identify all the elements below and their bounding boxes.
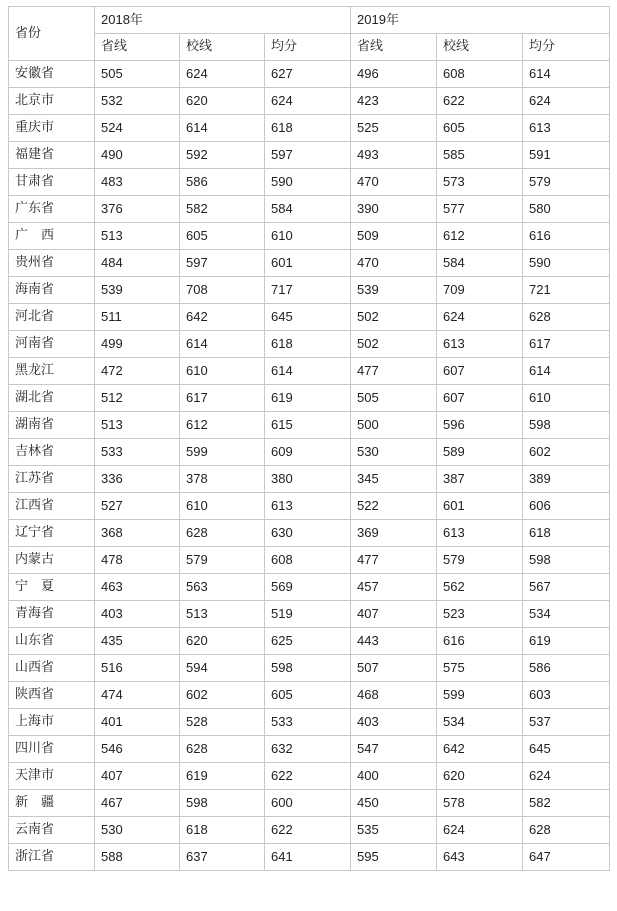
score-cell-average-2018: 632	[265, 736, 351, 763]
score-cell-school-line-2018: 586	[180, 169, 265, 196]
score-cell-school-line-2019: 577	[437, 196, 523, 223]
score-cell-school-line-2018: 708	[180, 277, 265, 304]
score-cell-school-line-2019: 642	[437, 736, 523, 763]
score-cell-province-line-2019: 369	[351, 520, 437, 547]
score-cell-average-2019: 603	[523, 682, 610, 709]
score-cell-province-line-2019: 525	[351, 115, 437, 142]
score-cell-school-line-2019: 622	[437, 88, 523, 115]
score-cell-school-line-2019: 596	[437, 412, 523, 439]
score-cell-province-line-2018: 376	[95, 196, 180, 223]
score-cell-average-2018: 627	[265, 61, 351, 88]
score-cell-province-line-2018: 484	[95, 250, 180, 277]
table-row	[9, 358, 610, 385]
table-row	[9, 790, 610, 817]
table-row	[9, 520, 610, 547]
score-cell-province-line-2018: 539	[95, 277, 180, 304]
score-cell-average-2018: 618	[265, 331, 351, 358]
score-cell-province-line-2018: 588	[95, 844, 180, 871]
score-cell-average-2019: 590	[523, 250, 610, 277]
table-row	[9, 331, 610, 358]
score-cell-average-2018: 584	[265, 196, 351, 223]
score-cell-average-2019: 606	[523, 493, 610, 520]
score-cell-province-line-2018: 533	[95, 439, 180, 466]
score-cell-average-2018: 613	[265, 493, 351, 520]
score-cell-school-line-2018: 614	[180, 115, 265, 142]
province-name-cell: 海南省	[9, 277, 95, 304]
score-cell-school-line-2019: 612	[437, 223, 523, 250]
score-cell-school-line-2018: 592	[180, 142, 265, 169]
score-cell-province-line-2019: 522	[351, 493, 437, 520]
score-cell-average-2019: 619	[523, 628, 610, 655]
province-name-cell: 安徽省	[9, 61, 95, 88]
header-row-metrics	[9, 34, 610, 61]
score-cell-average-2018: 619	[265, 385, 351, 412]
score-cell-average-2018: 601	[265, 250, 351, 277]
table-row	[9, 115, 610, 142]
table-row	[9, 277, 610, 304]
score-cell-province-line-2019: 595	[351, 844, 437, 871]
score-cell-average-2019: 579	[523, 169, 610, 196]
score-cell-school-line-2018: 637	[180, 844, 265, 871]
metric-header-school-line-2019: 校线	[437, 34, 523, 61]
score-cell-average-2019: 647	[523, 844, 610, 871]
score-cell-province-line-2018: 527	[95, 493, 180, 520]
province-name-cell: 湖南省	[9, 412, 95, 439]
province-name-cell: 浙江省	[9, 844, 95, 871]
province-header: 省份	[9, 7, 95, 61]
score-cell-province-line-2018: 499	[95, 331, 180, 358]
table-row	[9, 142, 610, 169]
score-cell-province-line-2019: 400	[351, 763, 437, 790]
score-cell-average-2018: 605	[265, 682, 351, 709]
score-cell-average-2018: 624	[265, 88, 351, 115]
score-cell-average-2019: 586	[523, 655, 610, 682]
score-cell-average-2019: 537	[523, 709, 610, 736]
province-name-cell: 青海省	[9, 601, 95, 628]
score-cell-school-line-2019: 620	[437, 763, 523, 790]
score-cell-province-line-2018: 546	[95, 736, 180, 763]
score-cell-province-line-2019: 468	[351, 682, 437, 709]
score-cell-school-line-2018: 602	[180, 682, 265, 709]
score-cell-province-line-2019: 493	[351, 142, 437, 169]
province-name-cell: 福建省	[9, 142, 95, 169]
score-cell-school-line-2018: 528	[180, 709, 265, 736]
province-name-cell: 辽宁省	[9, 520, 95, 547]
province-name-cell: 黑龙江	[9, 358, 95, 385]
score-cell-school-line-2019: 387	[437, 466, 523, 493]
score-cell-average-2019: 628	[523, 304, 610, 331]
score-cell-school-line-2018: 579	[180, 547, 265, 574]
province-name-cell: 四川省	[9, 736, 95, 763]
score-cell-province-line-2019: 505	[351, 385, 437, 412]
metric-header-province-line-2018: 省线	[95, 34, 180, 61]
province-name-cell: 北京市	[9, 88, 95, 115]
score-cell-average-2018: 615	[265, 412, 351, 439]
province-name-cell: 内蒙古	[9, 547, 95, 574]
score-cell-province-line-2019: 477	[351, 547, 437, 574]
table-row	[9, 493, 610, 520]
score-cell-school-line-2018: 582	[180, 196, 265, 223]
score-cell-school-line-2018: 612	[180, 412, 265, 439]
score-cell-province-line-2019: 502	[351, 304, 437, 331]
score-cell-province-line-2019: 539	[351, 277, 437, 304]
score-cell-school-line-2019: 601	[437, 493, 523, 520]
score-cell-school-line-2019: 585	[437, 142, 523, 169]
score-cell-province-line-2018: 516	[95, 655, 180, 682]
score-cell-province-line-2019: 502	[351, 331, 437, 358]
table-row	[9, 547, 610, 574]
score-cell-province-line-2019: 530	[351, 439, 437, 466]
table-row	[9, 574, 610, 601]
score-cell-province-line-2019: 500	[351, 412, 437, 439]
score-cell-average-2019: 614	[523, 358, 610, 385]
score-cell-average-2018: 569	[265, 574, 351, 601]
table-row	[9, 304, 610, 331]
score-cell-average-2019: 580	[523, 196, 610, 223]
score-cell-average-2019: 645	[523, 736, 610, 763]
score-cell-school-line-2018: 563	[180, 574, 265, 601]
score-cell-school-line-2019: 607	[437, 385, 523, 412]
province-name-cell: 江西省	[9, 493, 95, 520]
score-cell-province-line-2018: 505	[95, 61, 180, 88]
table-row	[9, 682, 610, 709]
score-cell-school-line-2019: 709	[437, 277, 523, 304]
table-row	[9, 466, 610, 493]
score-cell-school-line-2019: 643	[437, 844, 523, 871]
score-cell-average-2018: 380	[265, 466, 351, 493]
score-cell-province-line-2019: 547	[351, 736, 437, 763]
province-name-cell: 天津市	[9, 763, 95, 790]
score-cell-school-line-2018: 594	[180, 655, 265, 682]
score-cell-school-line-2018: 620	[180, 628, 265, 655]
score-cell-average-2018: 610	[265, 223, 351, 250]
table-row	[9, 817, 610, 844]
score-cell-school-line-2018: 614	[180, 331, 265, 358]
score-cell-province-line-2019: 470	[351, 250, 437, 277]
score-cell-province-line-2018: 511	[95, 304, 180, 331]
score-cell-average-2019: 598	[523, 412, 610, 439]
score-cell-province-line-2018: 336	[95, 466, 180, 493]
score-cell-school-line-2019: 605	[437, 115, 523, 142]
table-row	[9, 169, 610, 196]
score-cell-school-line-2018: 513	[180, 601, 265, 628]
province-name-cell: 甘肃省	[9, 169, 95, 196]
score-cell-school-line-2019: 534	[437, 709, 523, 736]
score-cell-province-line-2019: 423	[351, 88, 437, 115]
metric-header-average-2019: 均分	[523, 34, 610, 61]
score-cell-province-line-2018: 513	[95, 412, 180, 439]
score-cell-school-line-2018: 624	[180, 61, 265, 88]
table-row	[9, 88, 610, 115]
province-name-cell: 山东省	[9, 628, 95, 655]
score-cell-school-line-2018: 619	[180, 763, 265, 790]
score-cell-province-line-2019: 470	[351, 169, 437, 196]
table-row	[9, 628, 610, 655]
score-cell-average-2019: 618	[523, 520, 610, 547]
score-cell-average-2019: 582	[523, 790, 610, 817]
score-cell-average-2018: 597	[265, 142, 351, 169]
score-cell-average-2018: 609	[265, 439, 351, 466]
score-cell-average-2018: 598	[265, 655, 351, 682]
score-cell-average-2018: 717	[265, 277, 351, 304]
score-cell-average-2019: 721	[523, 277, 610, 304]
score-cell-school-line-2019: 575	[437, 655, 523, 682]
province-name-cell: 河北省	[9, 304, 95, 331]
score-cell-school-line-2019: 578	[437, 790, 523, 817]
score-cell-school-line-2019: 607	[437, 358, 523, 385]
score-cell-province-line-2019: 507	[351, 655, 437, 682]
score-cell-average-2018: 590	[265, 169, 351, 196]
score-cell-province-line-2018: 403	[95, 601, 180, 628]
table-row	[9, 439, 610, 466]
score-cell-average-2019: 602	[523, 439, 610, 466]
score-cell-province-line-2019: 345	[351, 466, 437, 493]
score-cell-school-line-2018: 620	[180, 88, 265, 115]
score-cell-province-line-2018: 512	[95, 385, 180, 412]
score-cell-school-line-2018: 378	[180, 466, 265, 493]
score-cell-school-line-2019: 584	[437, 250, 523, 277]
score-cell-province-line-2018: 407	[95, 763, 180, 790]
score-cell-province-line-2018: 474	[95, 682, 180, 709]
score-cell-province-line-2019: 450	[351, 790, 437, 817]
score-cell-school-line-2018: 628	[180, 736, 265, 763]
score-cell-average-2018: 618	[265, 115, 351, 142]
score-cell-school-line-2019: 523	[437, 601, 523, 628]
score-cell-average-2019: 617	[523, 331, 610, 358]
score-cell-average-2018: 630	[265, 520, 351, 547]
score-cell-province-line-2018: 532	[95, 88, 180, 115]
score-cell-school-line-2019: 562	[437, 574, 523, 601]
score-cell-school-line-2018: 610	[180, 358, 265, 385]
province-name-cell: 河南省	[9, 331, 95, 358]
province-name-cell: 湖北省	[9, 385, 95, 412]
score-cell-province-line-2018: 524	[95, 115, 180, 142]
score-cell-school-line-2019: 624	[437, 304, 523, 331]
score-cell-average-2019: 624	[523, 88, 610, 115]
score-cell-province-line-2019: 403	[351, 709, 437, 736]
province-name-cell: 重庆市	[9, 115, 95, 142]
score-cell-school-line-2018: 597	[180, 250, 265, 277]
score-cell-province-line-2018: 401	[95, 709, 180, 736]
province-name-cell: 新 疆	[9, 790, 95, 817]
province-name-cell: 吉林省	[9, 439, 95, 466]
score-cell-province-line-2018: 513	[95, 223, 180, 250]
year-header-2018: 2018年	[95, 7, 351, 34]
score-cell-average-2018: 641	[265, 844, 351, 871]
score-cell-province-line-2018: 490	[95, 142, 180, 169]
score-cell-average-2019: 534	[523, 601, 610, 628]
score-cell-province-line-2019: 443	[351, 628, 437, 655]
table-row	[9, 412, 610, 439]
score-cell-province-line-2018: 483	[95, 169, 180, 196]
score-cell-province-line-2018: 478	[95, 547, 180, 574]
score-cell-school-line-2018: 618	[180, 817, 265, 844]
score-cell-school-line-2019: 573	[437, 169, 523, 196]
score-cell-school-line-2018: 599	[180, 439, 265, 466]
score-cell-average-2018: 622	[265, 817, 351, 844]
score-cell-school-line-2018: 598	[180, 790, 265, 817]
score-cell-average-2019: 610	[523, 385, 610, 412]
metric-header-school-line-2018: 校线	[180, 34, 265, 61]
score-cell-province-line-2019: 496	[351, 61, 437, 88]
score-cell-school-line-2019: 624	[437, 817, 523, 844]
score-cell-school-line-2018: 628	[180, 520, 265, 547]
score-cell-province-line-2018: 467	[95, 790, 180, 817]
metric-header-province-line-2019: 省线	[351, 34, 437, 61]
score-cell-average-2018: 608	[265, 547, 351, 574]
table-row	[9, 250, 610, 277]
score-cell-school-line-2018: 642	[180, 304, 265, 331]
score-cell-school-line-2019: 579	[437, 547, 523, 574]
score-cell-province-line-2019: 407	[351, 601, 437, 628]
score-cell-average-2019: 389	[523, 466, 610, 493]
score-cell-average-2018: 600	[265, 790, 351, 817]
province-name-cell: 山西省	[9, 655, 95, 682]
score-cell-school-line-2019: 616	[437, 628, 523, 655]
score-cell-province-line-2018: 472	[95, 358, 180, 385]
score-cell-province-line-2019: 509	[351, 223, 437, 250]
score-cell-school-line-2018: 605	[180, 223, 265, 250]
score-cell-average-2018: 614	[265, 358, 351, 385]
score-cell-school-line-2019: 599	[437, 682, 523, 709]
province-name-cell: 云南省	[9, 817, 95, 844]
score-cell-average-2019: 598	[523, 547, 610, 574]
score-cell-average-2019: 616	[523, 223, 610, 250]
table-row	[9, 385, 610, 412]
score-cell-province-line-2019: 477	[351, 358, 437, 385]
table-row	[9, 763, 610, 790]
province-name-cell: 上海市	[9, 709, 95, 736]
table-row	[9, 61, 610, 88]
province-name-cell: 广 西	[9, 223, 95, 250]
score-cell-average-2018: 622	[265, 763, 351, 790]
table-row	[9, 736, 610, 763]
province-name-cell: 宁 夏	[9, 574, 95, 601]
score-cell-province-line-2018: 530	[95, 817, 180, 844]
score-cell-average-2019: 628	[523, 817, 610, 844]
year-header-2019: 2019年	[351, 7, 610, 34]
score-cell-school-line-2018: 610	[180, 493, 265, 520]
score-cell-school-line-2019: 613	[437, 331, 523, 358]
score-cell-average-2018: 533	[265, 709, 351, 736]
score-cell-average-2018: 625	[265, 628, 351, 655]
score-cell-province-line-2019: 390	[351, 196, 437, 223]
province-name-cell: 广东省	[9, 196, 95, 223]
score-cell-school-line-2019: 613	[437, 520, 523, 547]
table-row	[9, 844, 610, 871]
score-cell-province-line-2018: 435	[95, 628, 180, 655]
table-row	[9, 223, 610, 250]
score-cell-school-line-2018: 617	[180, 385, 265, 412]
table-row	[9, 655, 610, 682]
score-cell-average-2019: 567	[523, 574, 610, 601]
score-cell-average-2019: 613	[523, 115, 610, 142]
score-cell-province-line-2019: 535	[351, 817, 437, 844]
score-cell-school-line-2019: 608	[437, 61, 523, 88]
score-cell-average-2019: 624	[523, 763, 610, 790]
table-row	[9, 709, 610, 736]
score-table	[8, 6, 610, 871]
score-cell-province-line-2018: 368	[95, 520, 180, 547]
header-row-years	[9, 7, 610, 34]
score-cell-province-line-2018: 463	[95, 574, 180, 601]
table-row	[9, 196, 610, 223]
province-name-cell: 陕西省	[9, 682, 95, 709]
score-cell-average-2018: 645	[265, 304, 351, 331]
score-cell-average-2018: 519	[265, 601, 351, 628]
province-name-cell: 江苏省	[9, 466, 95, 493]
score-cell-province-line-2019: 457	[351, 574, 437, 601]
score-cell-school-line-2019: 589	[437, 439, 523, 466]
score-cell-average-2019: 591	[523, 142, 610, 169]
metric-header-average-2018: 均分	[265, 34, 351, 61]
province-name-cell: 贵州省	[9, 250, 95, 277]
score-cell-average-2019: 614	[523, 61, 610, 88]
table-row	[9, 601, 610, 628]
